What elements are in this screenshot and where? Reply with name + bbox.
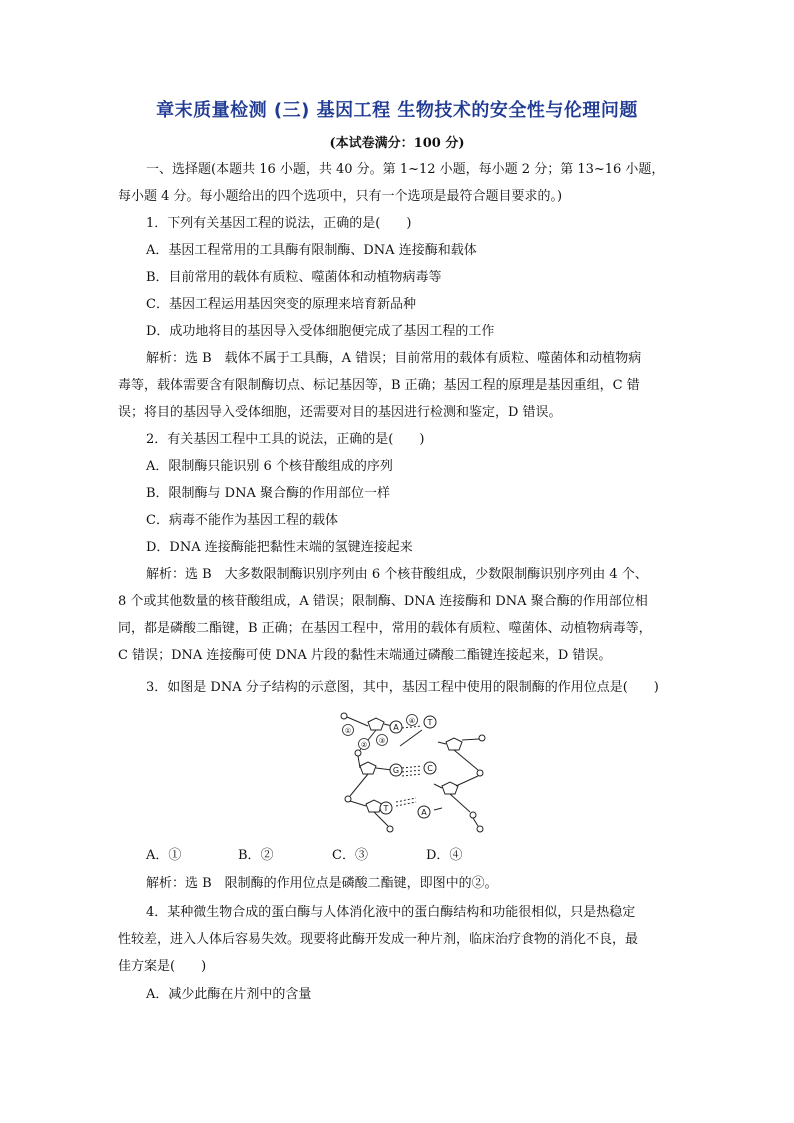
q4-stem-line: 佳方案是( ) <box>118 959 207 974</box>
q2-analysis-line: 解析：选 B 大多数限制酶识别序列由 6 个核苷酸组成，少数限制酶识别序列由 4 个、 <box>146 567 648 582</box>
q2-option-b: B．限制酶与 DNA 聚合酶的作用部位一样 <box>146 486 391 501</box>
q3-option-b: B．② <box>238 848 274 863</box>
q1-option-b: B．目前常用的载体有质粒、噬菌体和动植物病毒等 <box>146 270 442 285</box>
q2-option-c: C．病毒不能作为基因工程的载体 <box>146 513 338 528</box>
diagram-marker-1: ① <box>344 727 352 735</box>
q3-option-d: D．④ <box>426 848 463 863</box>
q4-stem-line: 性较差，进入人体后容易失效。现要将此酶开发成一种片剂，临床治疗食物的消化不良，最 <box>118 932 639 947</box>
q2-analysis-line: C 错误；DNA 连接酶可使 DNA 片段的黏性末端通过磷酸二酯键连接起来，D 错误。 <box>118 648 612 663</box>
diagram-marker-2: ② <box>360 741 368 749</box>
q3-analysis: 解析：选 B 限制酶的作用位点是磷酸二酯键，即图中的②。 <box>146 876 498 891</box>
q1-option-d: D．成功地将目的基因导入受体细胞便完成了基因工程的工作 <box>146 324 495 339</box>
dna-structure-diagram <box>330 708 500 838</box>
q2-stem: 2．有关基因工程中工具的说法，正确的是( ) <box>146 432 425 447</box>
dna-base-label: A <box>421 808 427 817</box>
section-heading-line-2: 每小题 4 分。每小题给出的四个选项中，只有一个选项是最符合题目要求的。) <box>118 189 563 204</box>
q4-option-a: A．减少此酶在片剂中的含量 <box>146 987 312 1002</box>
q1-stem: 1．下列有关基因工程的说法，正确的是( ) <box>146 216 412 231</box>
page-title: 章末质量检测 (三) 基因工程 生物技术的安全性与伦理问题 <box>156 100 638 121</box>
q2-option-d: D．DNA 连接酶能把黏性末端的氢键连接起来 <box>146 540 413 555</box>
diagram-marker-3: ③ <box>378 737 386 745</box>
q1-option-a: A．基因工程常用的工具酶有限制酶、DNA 连接酶和载体 <box>146 243 477 258</box>
q3-options <box>146 844 666 864</box>
dna-base-label: G <box>392 766 400 775</box>
q2-analysis-line: 8 个或其他数量的核苷酸组成，A 错误；限制酶、DNA 连接酶和 DNA 聚合酶的作用部位相 <box>118 594 648 609</box>
dna-base-label: C <box>427 764 433 773</box>
q1-analysis-line: 解析：选 B 载体不属于工具酶，A 错误；目前常用的载体有质粒、噬菌体和动植物病 <box>146 351 642 366</box>
diagram-marker-4: ④ <box>408 717 416 725</box>
q2-option-a: A．限制酶只能识别 6 个核苷酸组成的序列 <box>146 459 393 474</box>
q2-analysis-line: 同，都是磷酸二酯键，B 正确；在基因工程中，常用的载体有质粒、噬菌体、动植物病毒等， <box>118 621 652 636</box>
dna-base-label: A <box>393 723 399 732</box>
dna-base-label: T <box>383 804 389 813</box>
q3-option-c: C．③ <box>332 848 368 863</box>
q3-option-a: A．① <box>146 848 182 863</box>
q4-stem-line: 4．某种微生物合成的蛋白酶与人体消化液中的蛋白酶结构和功能很相似，只是热稳定 <box>146 905 636 920</box>
q1-analysis-line: 误；将目的基因导入受体细胞，还需要对目的基因进行检测和鉴定，D 错误。 <box>118 405 562 420</box>
q1-analysis-line: 毒等，载体需要含有限制酶切点、标记基因等，B 正确；基因工程的原理是基因重组，C 错 <box>118 378 640 393</box>
q1-option-c: C．基因工程运用基因突变的原理来培育新品种 <box>146 297 416 312</box>
section-heading-line-1: 一、选择题(本题共 16 小题，共 40 分。第 1~12 小题，每小题 2 分；第 13~16 小题， <box>146 162 665 177</box>
dna-base-label: T <box>427 718 433 727</box>
q3-stem: 3．如图是 DNA 分子结构的示意图，其中，基因工程中使用的限制酶的作用位点是( ) <box>146 680 659 695</box>
page-subtitle: (本试卷满分：100 分) <box>329 136 465 151</box>
